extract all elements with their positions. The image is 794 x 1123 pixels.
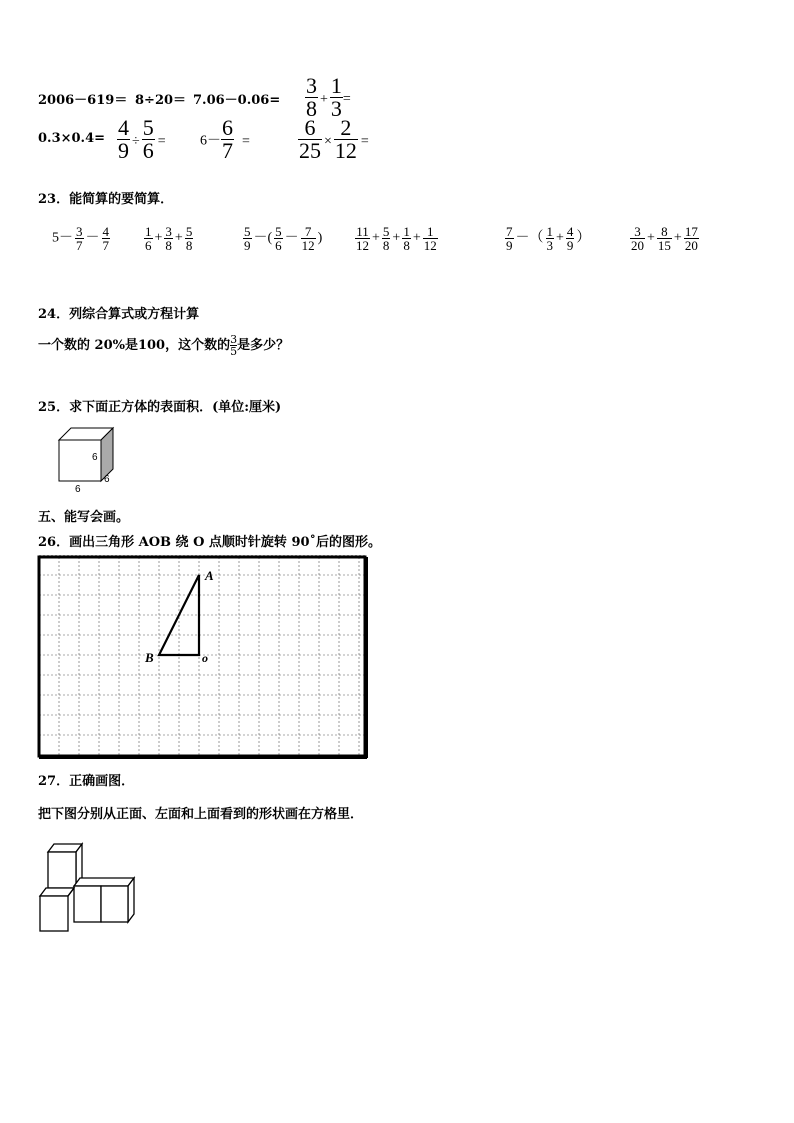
q27-text: 把下图分别从正面、左面和上面看到的形状画在方格里．: [38, 807, 364, 822]
q27-title: 27．正确画图．: [38, 774, 135, 789]
calc-0-3-times-0-4: 0.3×0.4=: [38, 131, 106, 146]
q24-problem: 一个数的 20%是100，这个数的 $\frac{3}{5}$ 是多少？: [38, 333, 290, 358]
q25-title: 25．求下面正方体的表面积．(单位:厘米): [38, 400, 282, 415]
calc-frac-div: $\frac{4}{9}$ ÷ $\frac{5}{6}$ =: [118, 115, 166, 163]
q23-title: 23．能简算的要简算．: [38, 192, 174, 207]
q23-expr-1: 5－ $\frac{3}{7}$ － $\frac{4}{7}$: [52, 224, 109, 253]
calc-frac-sum-row1: $\frac{3}{8}$ + $\frac{1}{3}$ =: [306, 73, 351, 121]
q23-expr-6: $\frac{3}{20}$ + $\frac{8}{15}$ + $\frac{17}{20}$: [631, 224, 698, 253]
label-o: o: [202, 651, 208, 665]
q24-title: 24．列综合算式或方程计算: [38, 307, 200, 322]
cube-figure: [55, 424, 120, 496]
cube-label-bottom: 6: [75, 484, 81, 495]
q23-expr-2: $\frac{1}{6}$ + $\frac{3}{8}$ + $\frac{5}{8}$: [145, 224, 193, 253]
q26-title: 26．画出三角形 AOB 绕 O 点顺时针旋转 90˚后的图形。: [38, 535, 382, 550]
calc-8-div-20: 8÷20＝: [135, 93, 187, 108]
cube-label-side: 6: [104, 474, 110, 485]
section-5-title: 五、能写会画。: [38, 510, 130, 525]
q23-expr-3: $\frac{5}{9}$ －( $\frac{5}{6}$ － $\frac{7}{12}$ ): [244, 224, 323, 253]
calc-2006-619: 2006－619＝: [38, 93, 128, 108]
label-a: A: [205, 568, 214, 583]
calc-7-06: 7.06－0.06=: [193, 93, 281, 108]
calc-frac-times: $\frac{6}{25}$ × $\frac{2}{12}$ =: [299, 115, 369, 163]
cube-label-front: 6: [92, 452, 98, 463]
q23-expr-5: $\frac{7}{9}$ －（ $\frac{1}{3}$ + $\frac{4}{9}$ ）: [506, 224, 591, 253]
label-b: B: [145, 650, 154, 665]
block-figure: [38, 840, 138, 935]
q23-expr-4: $\frac{11}{12}$ + $\frac{5}{8}$ + $\frac{1}{8}$ + $\frac{1}{12}$: [356, 224, 437, 253]
calc-6-minus-frac: 6－ $\frac{6}{7}$ =: [200, 115, 250, 163]
